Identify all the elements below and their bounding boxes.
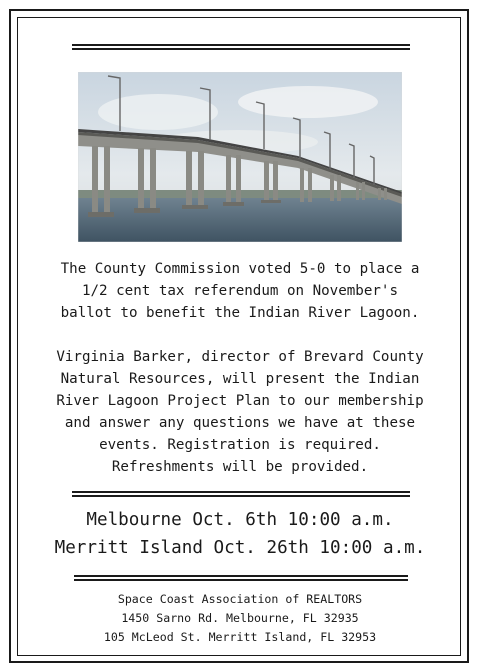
details-paragraph (30, 346, 450, 478)
middle-divider (72, 491, 410, 497)
event-melbourne: Melbourne Oct. 6th 10:00 a.m. (86, 510, 394, 530)
announcement-line: The County Commission voted 5-0 to place a (60, 261, 420, 277)
footer-address-merritt-island: 105 McLeod St. Merritt Island, FL 32953 (103, 630, 377, 644)
announcement-line: 1/2 cent tax referendum on November's (81, 283, 399, 299)
details-line: events. Registration is required. (99, 437, 381, 453)
footer-org: Space Coast Association of REALTORS (117, 592, 363, 606)
details-line: Refreshments will be provided. (111, 459, 369, 475)
details-line: and answer any questions we have at these (64, 415, 416, 431)
bridge-photo (78, 72, 402, 242)
footer-address-melbourne: 1450 Sarno Rd. Melbourne, FL 32935 (121, 611, 359, 625)
details-line: River Lagoon Project Plan to our membership (56, 393, 424, 409)
top-divider (72, 44, 410, 50)
details-line: Natural Resources, will present the Indian (60, 371, 420, 387)
details-line: Virginia Barker, director of Brevard County (56, 349, 424, 365)
bottom-divider (74, 575, 408, 581)
event-merritt-island: Merritt Island Oct. 26th 10:00 a.m. (54, 538, 426, 558)
announcement-line: ballot to benefit the Indian River Lagoon. (60, 305, 420, 321)
announcement-paragraph (30, 258, 450, 324)
